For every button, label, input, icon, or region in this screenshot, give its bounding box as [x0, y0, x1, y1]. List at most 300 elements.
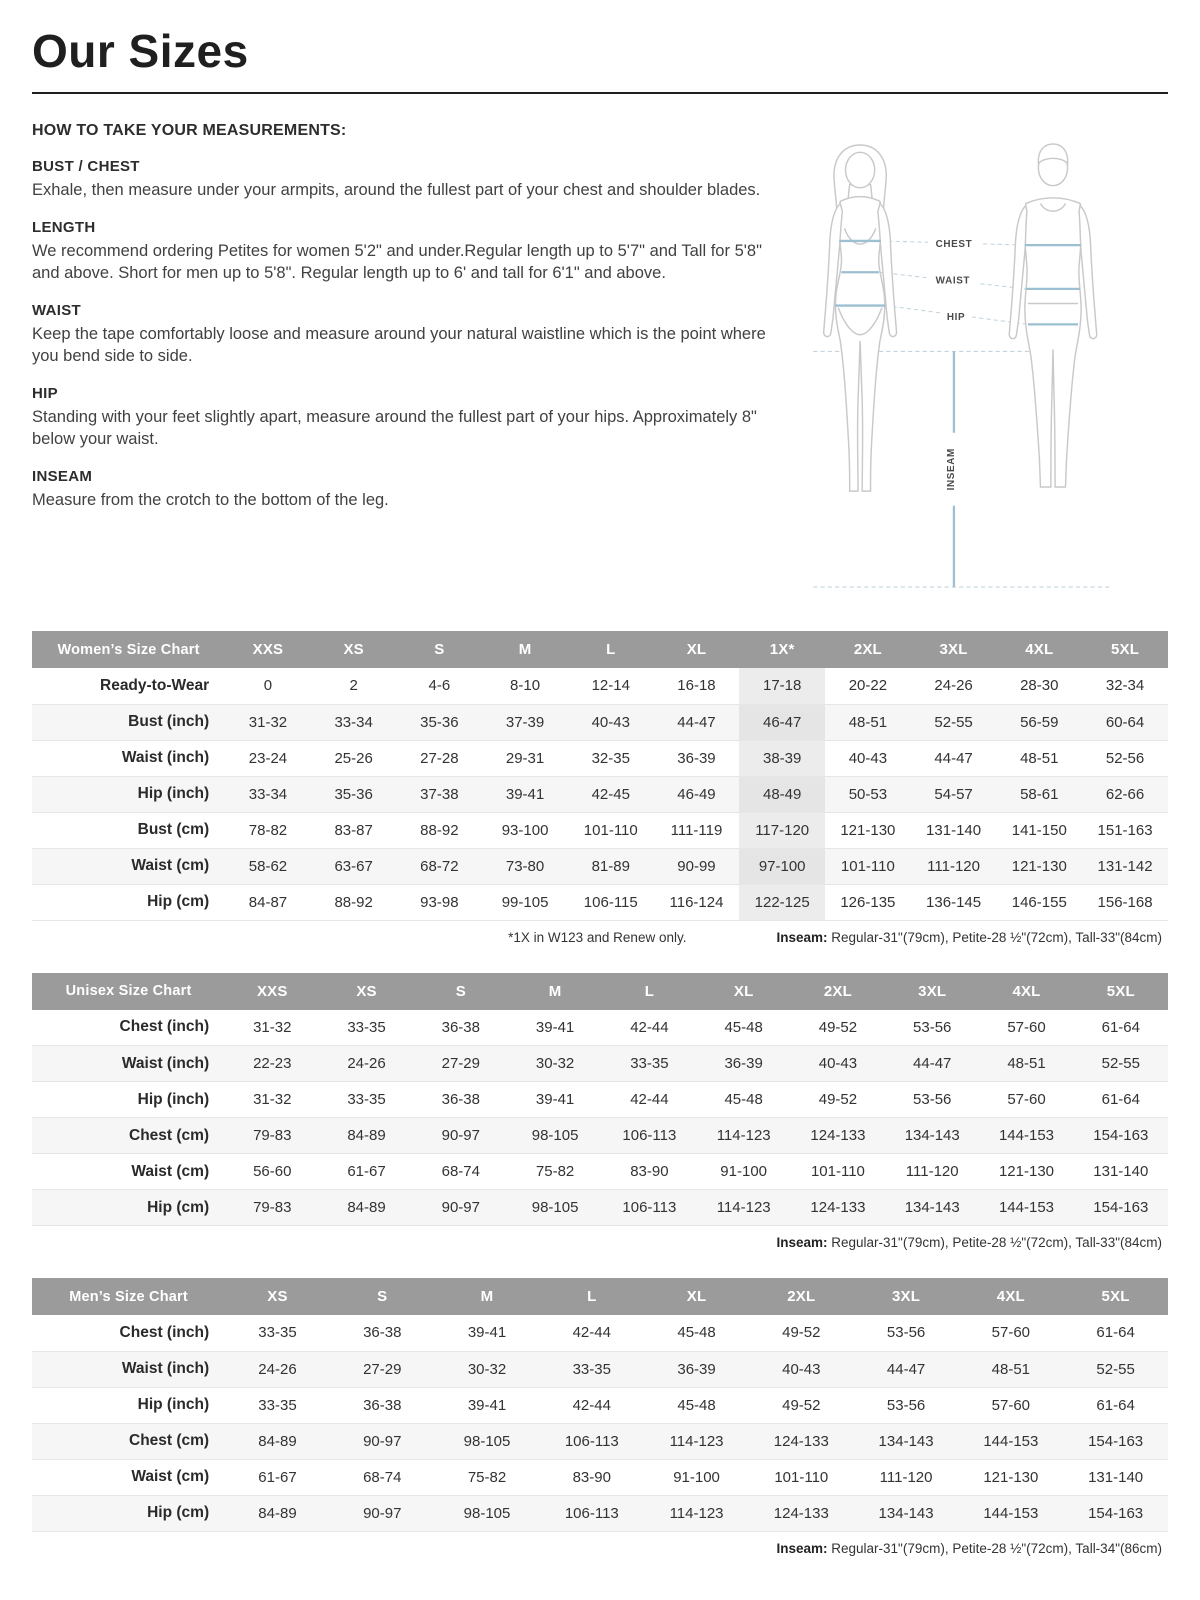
col-header-xl: XL: [654, 631, 740, 668]
cell: 134-143: [885, 1190, 979, 1226]
cell: 31-32: [225, 1010, 319, 1046]
cell: 29-31: [482, 740, 568, 776]
cell: 114-123: [644, 1495, 749, 1531]
row-label: Hip (inch): [32, 1082, 225, 1118]
cell: 24-26: [911, 668, 997, 704]
col-header-3xl: 3XL: [854, 1278, 959, 1315]
cell: 124-133: [791, 1190, 885, 1226]
male-body: [1024, 198, 1081, 487]
cell: 53-56: [854, 1315, 959, 1351]
table-title: Women’s Size Chart: [32, 631, 225, 668]
cell: 35-36: [311, 776, 397, 812]
cell: 60-64: [1082, 704, 1168, 740]
row-label: Chest (cm): [32, 1118, 225, 1154]
cell: 134-143: [885, 1118, 979, 1154]
table-row: [32, 668, 1168, 704]
col-header-l: L: [602, 973, 696, 1010]
cell: 134-143: [854, 1495, 959, 1531]
cell: 44-47: [854, 1351, 959, 1387]
row-label: Waist (cm): [32, 848, 225, 884]
cell: 42-44: [602, 1010, 696, 1046]
col-header-3xl: 3XL: [911, 631, 997, 668]
cell: 33-34: [225, 776, 311, 812]
instruction-title: WAIST: [32, 301, 81, 319]
cell: 124-133: [791, 1118, 885, 1154]
female-figure: [824, 145, 897, 491]
cell: 111-120: [854, 1459, 959, 1495]
cell: 39-41: [482, 776, 568, 812]
waist-label: WAIST: [935, 275, 971, 287]
cell: 27-28: [397, 740, 483, 776]
inseam-note: Inseam: Regular-31"(79cm), Petite-28 ½"(72cm), Tall-33"(84cm): [776, 1235, 1162, 1250]
row-label: Waist (inch): [32, 740, 225, 776]
instruction-text: Measure from the crotch to the bottom of the leg.: [32, 490, 389, 509]
cell: 24-26: [319, 1046, 413, 1082]
row-label: Waist (cm): [32, 1459, 225, 1495]
table-row: [32, 1315, 1168, 1351]
cell: 88-92: [311, 884, 397, 920]
cell: 46-47: [739, 704, 825, 740]
cell: 42-44: [539, 1315, 644, 1351]
cell: 124-133: [749, 1495, 854, 1531]
cell: 154-163: [1074, 1190, 1168, 1226]
cell: 53-56: [885, 1010, 979, 1046]
table-row: [32, 1118, 1168, 1154]
cell: 33-34: [311, 704, 397, 740]
cell: 126-135: [825, 884, 911, 920]
body-measurement-figure: [792, 120, 1168, 610]
cell: 61-64: [1063, 1387, 1168, 1423]
cell: 106-115: [568, 884, 654, 920]
cell: 37-39: [482, 704, 568, 740]
instruction-text: Keep the tape comfortably loose and measure around your natural waistline which is the point where you bend side to side.: [32, 324, 766, 365]
cell: 31-32: [225, 1082, 319, 1118]
cell: 36-38: [414, 1082, 508, 1118]
cell: 45-48: [644, 1315, 749, 1351]
cell: 84-89: [225, 1423, 330, 1459]
cell: 98-105: [508, 1190, 602, 1226]
header-row: [32, 631, 1168, 668]
cell: 114-123: [697, 1118, 791, 1154]
cell: 75-82: [435, 1459, 540, 1495]
table-title: Men’s Size Chart: [32, 1278, 225, 1315]
cell: 57-60: [979, 1082, 1073, 1118]
cell: 90-97: [330, 1495, 435, 1531]
cell: 44-47: [654, 704, 740, 740]
cell: 36-38: [330, 1315, 435, 1351]
hip-label: HIP: [946, 312, 966, 324]
cell: 146-155: [996, 884, 1082, 920]
col-header-xl: XL: [644, 1278, 749, 1315]
cell: 91-100: [644, 1459, 749, 1495]
cell: 56-60: [225, 1154, 319, 1190]
cell: 58-62: [225, 848, 311, 884]
measurement-instructions: [32, 118, 776, 615]
table-row: [32, 704, 1168, 740]
cell: 39-41: [508, 1082, 602, 1118]
cell: 46-49: [654, 776, 740, 812]
cell: 48-49: [739, 776, 825, 812]
cell: 24-26: [225, 1351, 330, 1387]
inseam-label: INSEAM: [945, 448, 957, 491]
cell: 33-35: [225, 1315, 330, 1351]
table-row: [32, 740, 1168, 776]
cell: 122-125: [739, 884, 825, 920]
cell: 39-41: [508, 1010, 602, 1046]
cell: 27-29: [330, 1351, 435, 1387]
col-header-2xl: 2XL: [825, 631, 911, 668]
cell: 63-67: [311, 848, 397, 884]
male-right-arm: [1079, 205, 1097, 338]
row-label: Waist (cm): [32, 1154, 225, 1190]
mens-size-chart: [32, 1278, 1168, 1532]
row-label: Waist (inch): [32, 1046, 225, 1082]
cell: 106-113: [602, 1118, 696, 1154]
cell: 88-92: [397, 812, 483, 848]
cell: 33-35: [602, 1046, 696, 1082]
instruction-title: BUST / CHEST: [32, 158, 140, 175]
instruction-sections: [32, 158, 776, 512]
cell: 106-113: [602, 1190, 696, 1226]
cell: 42-44: [539, 1387, 644, 1423]
col-header-4xl: 4XL: [996, 631, 1082, 668]
cell: 42-45: [568, 776, 654, 812]
cell: 75-82: [508, 1154, 602, 1190]
cell: 45-48: [697, 1010, 791, 1046]
cell: 131-140: [1063, 1459, 1168, 1495]
cell: 33-35: [319, 1082, 413, 1118]
title-divider: [32, 92, 1168, 94]
table-row: [32, 1082, 1168, 1118]
cell: 111-120: [911, 848, 997, 884]
cell: 90-97: [330, 1423, 435, 1459]
col-header-4xl: 4XL: [958, 1278, 1063, 1315]
col-header-xs: XS: [225, 1278, 330, 1315]
instructions-heading: HOW TO TAKE YOUR MEASUREMENTS:: [32, 122, 347, 139]
col-header-xxs: XXS: [225, 631, 311, 668]
row-label: Hip (cm): [32, 884, 225, 920]
cell: 83-87: [311, 812, 397, 848]
cell: 84-87: [225, 884, 311, 920]
cell: 61-67: [225, 1459, 330, 1495]
cell: 40-43: [825, 740, 911, 776]
cell: 36-38: [414, 1010, 508, 1046]
cell: 156-168: [1082, 884, 1168, 920]
cell: 32-34: [1082, 668, 1168, 704]
col-header-m: M: [482, 631, 568, 668]
cell: 93-100: [482, 812, 568, 848]
cell: 48-51: [825, 704, 911, 740]
cell: 144-153: [979, 1190, 1073, 1226]
row-label: Chest (inch): [32, 1010, 225, 1046]
col-header-3xl: 3XL: [885, 973, 979, 1010]
table-footnotes: [32, 1532, 1168, 1556]
cell: 33-35: [539, 1351, 644, 1387]
table-row: [32, 812, 1168, 848]
row-label: Hip (cm): [32, 1190, 225, 1226]
cell: 57-60: [958, 1387, 1063, 1423]
cell: 42-44: [602, 1082, 696, 1118]
cell: 58-61: [996, 776, 1082, 812]
instruction-length: [32, 219, 776, 285]
col-header-s: S: [397, 631, 483, 668]
table-row: [32, 1459, 1168, 1495]
table-row: [32, 1387, 1168, 1423]
cell: 79-83: [225, 1118, 319, 1154]
cell: 141-150: [996, 812, 1082, 848]
cell: 48-51: [979, 1046, 1073, 1082]
cell: 2: [311, 668, 397, 704]
cell: 144-153: [958, 1423, 1063, 1459]
cell: 116-124: [654, 884, 740, 920]
cell: 98-105: [435, 1495, 540, 1531]
inseam-note: Inseam: Regular-31"(79cm), Petite-28 ½"(72cm), Tall-33"(84cm): [776, 929, 1162, 945]
cell: 90-97: [414, 1190, 508, 1226]
col-header-5xl: 5XL: [1063, 1278, 1168, 1315]
table-row: [32, 1423, 1168, 1459]
table-row: [32, 1154, 1168, 1190]
cell: 27-29: [414, 1046, 508, 1082]
cell: 32-35: [568, 740, 654, 776]
header-row: [32, 973, 1168, 1010]
col-header-m: M: [508, 973, 602, 1010]
inseam-note: Inseam: Regular-31"(79cm), Petite-28 ½"(72cm), Tall-34"(86cm): [776, 1540, 1162, 1556]
cell: 84-89: [225, 1495, 330, 1531]
cell: 68-74: [330, 1459, 435, 1495]
cell: 79-83: [225, 1190, 319, 1226]
table-row: [32, 1495, 1168, 1531]
cell: 36-38: [330, 1387, 435, 1423]
row-label: Hip (inch): [32, 1387, 225, 1423]
cell: 117-120: [739, 812, 825, 848]
header-row: [32, 1278, 1168, 1315]
cell: 40-43: [791, 1046, 885, 1082]
instruction-inseam: [32, 468, 776, 512]
cell: 50-53: [825, 776, 911, 812]
cell: 0: [225, 668, 311, 704]
table-title: Unisex Size Chart: [32, 973, 225, 1010]
cell: 45-48: [644, 1387, 749, 1423]
cell: 36-39: [654, 740, 740, 776]
cell: 62-66: [1082, 776, 1168, 812]
cell: 93-98: [397, 884, 483, 920]
cell: 53-56: [885, 1082, 979, 1118]
cell: 23-24: [225, 740, 311, 776]
cell: 30-32: [508, 1046, 602, 1082]
cell: 17-18: [739, 668, 825, 704]
row-label: Hip (cm): [32, 1495, 225, 1531]
cell: 151-163: [1082, 812, 1168, 848]
cell: 40-43: [749, 1351, 854, 1387]
col-header-2xl: 2XL: [749, 1278, 854, 1315]
col-header-xs: XS: [319, 973, 413, 1010]
cell: 31-32: [225, 704, 311, 740]
cell: 44-47: [885, 1046, 979, 1082]
row-label: Ready-to-Wear: [32, 668, 225, 704]
page-title: Our Sizes: [32, 25, 249, 77]
cell: 131-142: [1082, 848, 1168, 884]
col-header-s: S: [330, 1278, 435, 1315]
cell: 28-30: [996, 668, 1082, 704]
col-header-xs: XS: [311, 631, 397, 668]
cell: 52-55: [1063, 1351, 1168, 1387]
col-header-xxs: XXS: [225, 973, 319, 1010]
instruction-bust-chest: [32, 158, 776, 202]
row-label: Bust (inch): [32, 704, 225, 740]
cell: 111-120: [885, 1154, 979, 1190]
cell: 36-39: [697, 1046, 791, 1082]
cell: 8-10: [482, 668, 568, 704]
cell: 101-110: [749, 1459, 854, 1495]
cell: 39-41: [435, 1387, 540, 1423]
cell: 90-99: [654, 848, 740, 884]
top-section: [32, 118, 1168, 615]
cell: 106-113: [539, 1495, 644, 1531]
cell: 61-67: [319, 1154, 413, 1190]
table-row: [32, 1351, 1168, 1387]
col-header-4xl: 4XL: [979, 973, 1073, 1010]
table-footnotes: [32, 921, 1168, 945]
cell: 61-64: [1074, 1010, 1168, 1046]
cell: 25-26: [311, 740, 397, 776]
instruction-waist: [32, 302, 776, 368]
cell: 131-140: [1074, 1154, 1168, 1190]
cell: 106-113: [539, 1423, 644, 1459]
instruction-text: Exhale, then measure under your armpits, around the fullest part of your chest and shoulder blades.: [32, 181, 761, 199]
cell: 44-47: [911, 740, 997, 776]
col-header-5xl: 5XL: [1074, 973, 1168, 1010]
cell: 36-39: [644, 1351, 749, 1387]
table-row: [32, 848, 1168, 884]
cell: 90-97: [414, 1118, 508, 1154]
cell: 144-153: [958, 1495, 1063, 1531]
col-header-1xx: 1X*: [739, 631, 825, 668]
cell: 121-130: [825, 812, 911, 848]
cell: 52-55: [911, 704, 997, 740]
cell: 136-145: [911, 884, 997, 920]
instruction-title: HIP: [32, 384, 58, 402]
cell: 134-143: [854, 1423, 959, 1459]
unisex-size-chart: [32, 973, 1168, 1227]
cell: 35-36: [397, 704, 483, 740]
col-header-2xl: 2XL: [791, 973, 885, 1010]
womens-size-chart-block: [32, 631, 1168, 945]
cell: 101-110: [825, 848, 911, 884]
instruction-text: Standing with your feet slightly apart, measure around the fullest part of your hips. Approximately 8" below your waist.: [32, 407, 757, 448]
table-row: [32, 1010, 1168, 1046]
cell: 20-22: [825, 668, 911, 704]
cell: 53-56: [854, 1387, 959, 1423]
cell: 131-140: [911, 812, 997, 848]
cell: 49-52: [791, 1010, 885, 1046]
male-figure: [1009, 144, 1097, 487]
cell: 61-64: [1074, 1082, 1168, 1118]
cell: 61-64: [1063, 1315, 1168, 1351]
cell: 68-74: [414, 1154, 508, 1190]
size-tables: [32, 631, 1168, 1556]
cell: 111-119: [654, 812, 740, 848]
cell: 97-100: [739, 848, 825, 884]
cell: 121-130: [979, 1154, 1073, 1190]
cell: 121-130: [958, 1459, 1063, 1495]
cell: 121-130: [996, 848, 1082, 884]
row-label: Bust (cm): [32, 812, 225, 848]
cell: 49-52: [749, 1315, 854, 1351]
cell: 91-100: [697, 1154, 791, 1190]
cell: 49-52: [749, 1387, 854, 1423]
cell: 154-163: [1074, 1118, 1168, 1154]
cell: 48-51: [996, 740, 1082, 776]
cell: 99-105: [482, 884, 568, 920]
cell: 83-90: [539, 1459, 644, 1495]
cell: 81-89: [568, 848, 654, 884]
table-row: [32, 776, 1168, 812]
cell: 22-23: [225, 1046, 319, 1082]
cell: 144-153: [979, 1118, 1073, 1154]
table-row: [32, 1190, 1168, 1226]
col-header-m: M: [435, 1278, 540, 1315]
cell: 39-41: [435, 1315, 540, 1351]
col-header-xl: XL: [697, 973, 791, 1010]
mens-size-chart-block: [32, 1278, 1168, 1556]
row-label: Chest (inch): [32, 1315, 225, 1351]
cell: 38-39: [739, 740, 825, 776]
instruction-hip: [32, 385, 776, 451]
cell: 83-90: [602, 1154, 696, 1190]
female-head: [846, 152, 875, 187]
instruction-title: INSEAM: [32, 467, 93, 485]
table-footnotes: [32, 1226, 1168, 1250]
col-header-l: L: [568, 631, 654, 668]
row-label: Waist (inch): [32, 1351, 225, 1387]
row-label: Chest (cm): [32, 1423, 225, 1459]
instruction-text: We recommend ordering Petites for women 5'2" and under.Regular length up to 5'7" and Tall for 5'8" and above. Short for men up to 5'8". Regular length up to 6' and tall for 6'1" and above.: [32, 241, 762, 282]
col-header-5xl: 5XL: [1082, 631, 1168, 668]
cell: 73-80: [482, 848, 568, 884]
table-row: [32, 1046, 1168, 1082]
cell: 54-57: [911, 776, 997, 812]
cell: 45-48: [697, 1082, 791, 1118]
cell: 57-60: [979, 1010, 1073, 1046]
cell: 84-89: [319, 1118, 413, 1154]
cell: 52-55: [1074, 1046, 1168, 1082]
cell: 30-32: [435, 1351, 540, 1387]
cell: 56-59: [996, 704, 1082, 740]
cell: 33-35: [319, 1010, 413, 1046]
col-header-s: S: [414, 973, 508, 1010]
cell: 16-18: [654, 668, 740, 704]
cell: 84-89: [319, 1190, 413, 1226]
cell: 40-43: [568, 704, 654, 740]
cell: 154-163: [1063, 1423, 1168, 1459]
cell: 52-56: [1082, 740, 1168, 776]
womens-size-chart: [32, 631, 1168, 921]
cell: 98-105: [435, 1423, 540, 1459]
unisex-size-chart-block: [32, 973, 1168, 1251]
cell: 154-163: [1063, 1495, 1168, 1531]
instruction-title: LENGTH: [32, 218, 96, 236]
cell: 4-6: [397, 668, 483, 704]
cell: 98-105: [508, 1118, 602, 1154]
cell: 48-51: [958, 1351, 1063, 1387]
cell: 78-82: [225, 812, 311, 848]
cell: 49-52: [791, 1082, 885, 1118]
cell: 101-110: [568, 812, 654, 848]
cell: 12-14: [568, 668, 654, 704]
cell: 114-123: [644, 1423, 749, 1459]
cell: 124-133: [749, 1423, 854, 1459]
cell: 68-72: [397, 848, 483, 884]
